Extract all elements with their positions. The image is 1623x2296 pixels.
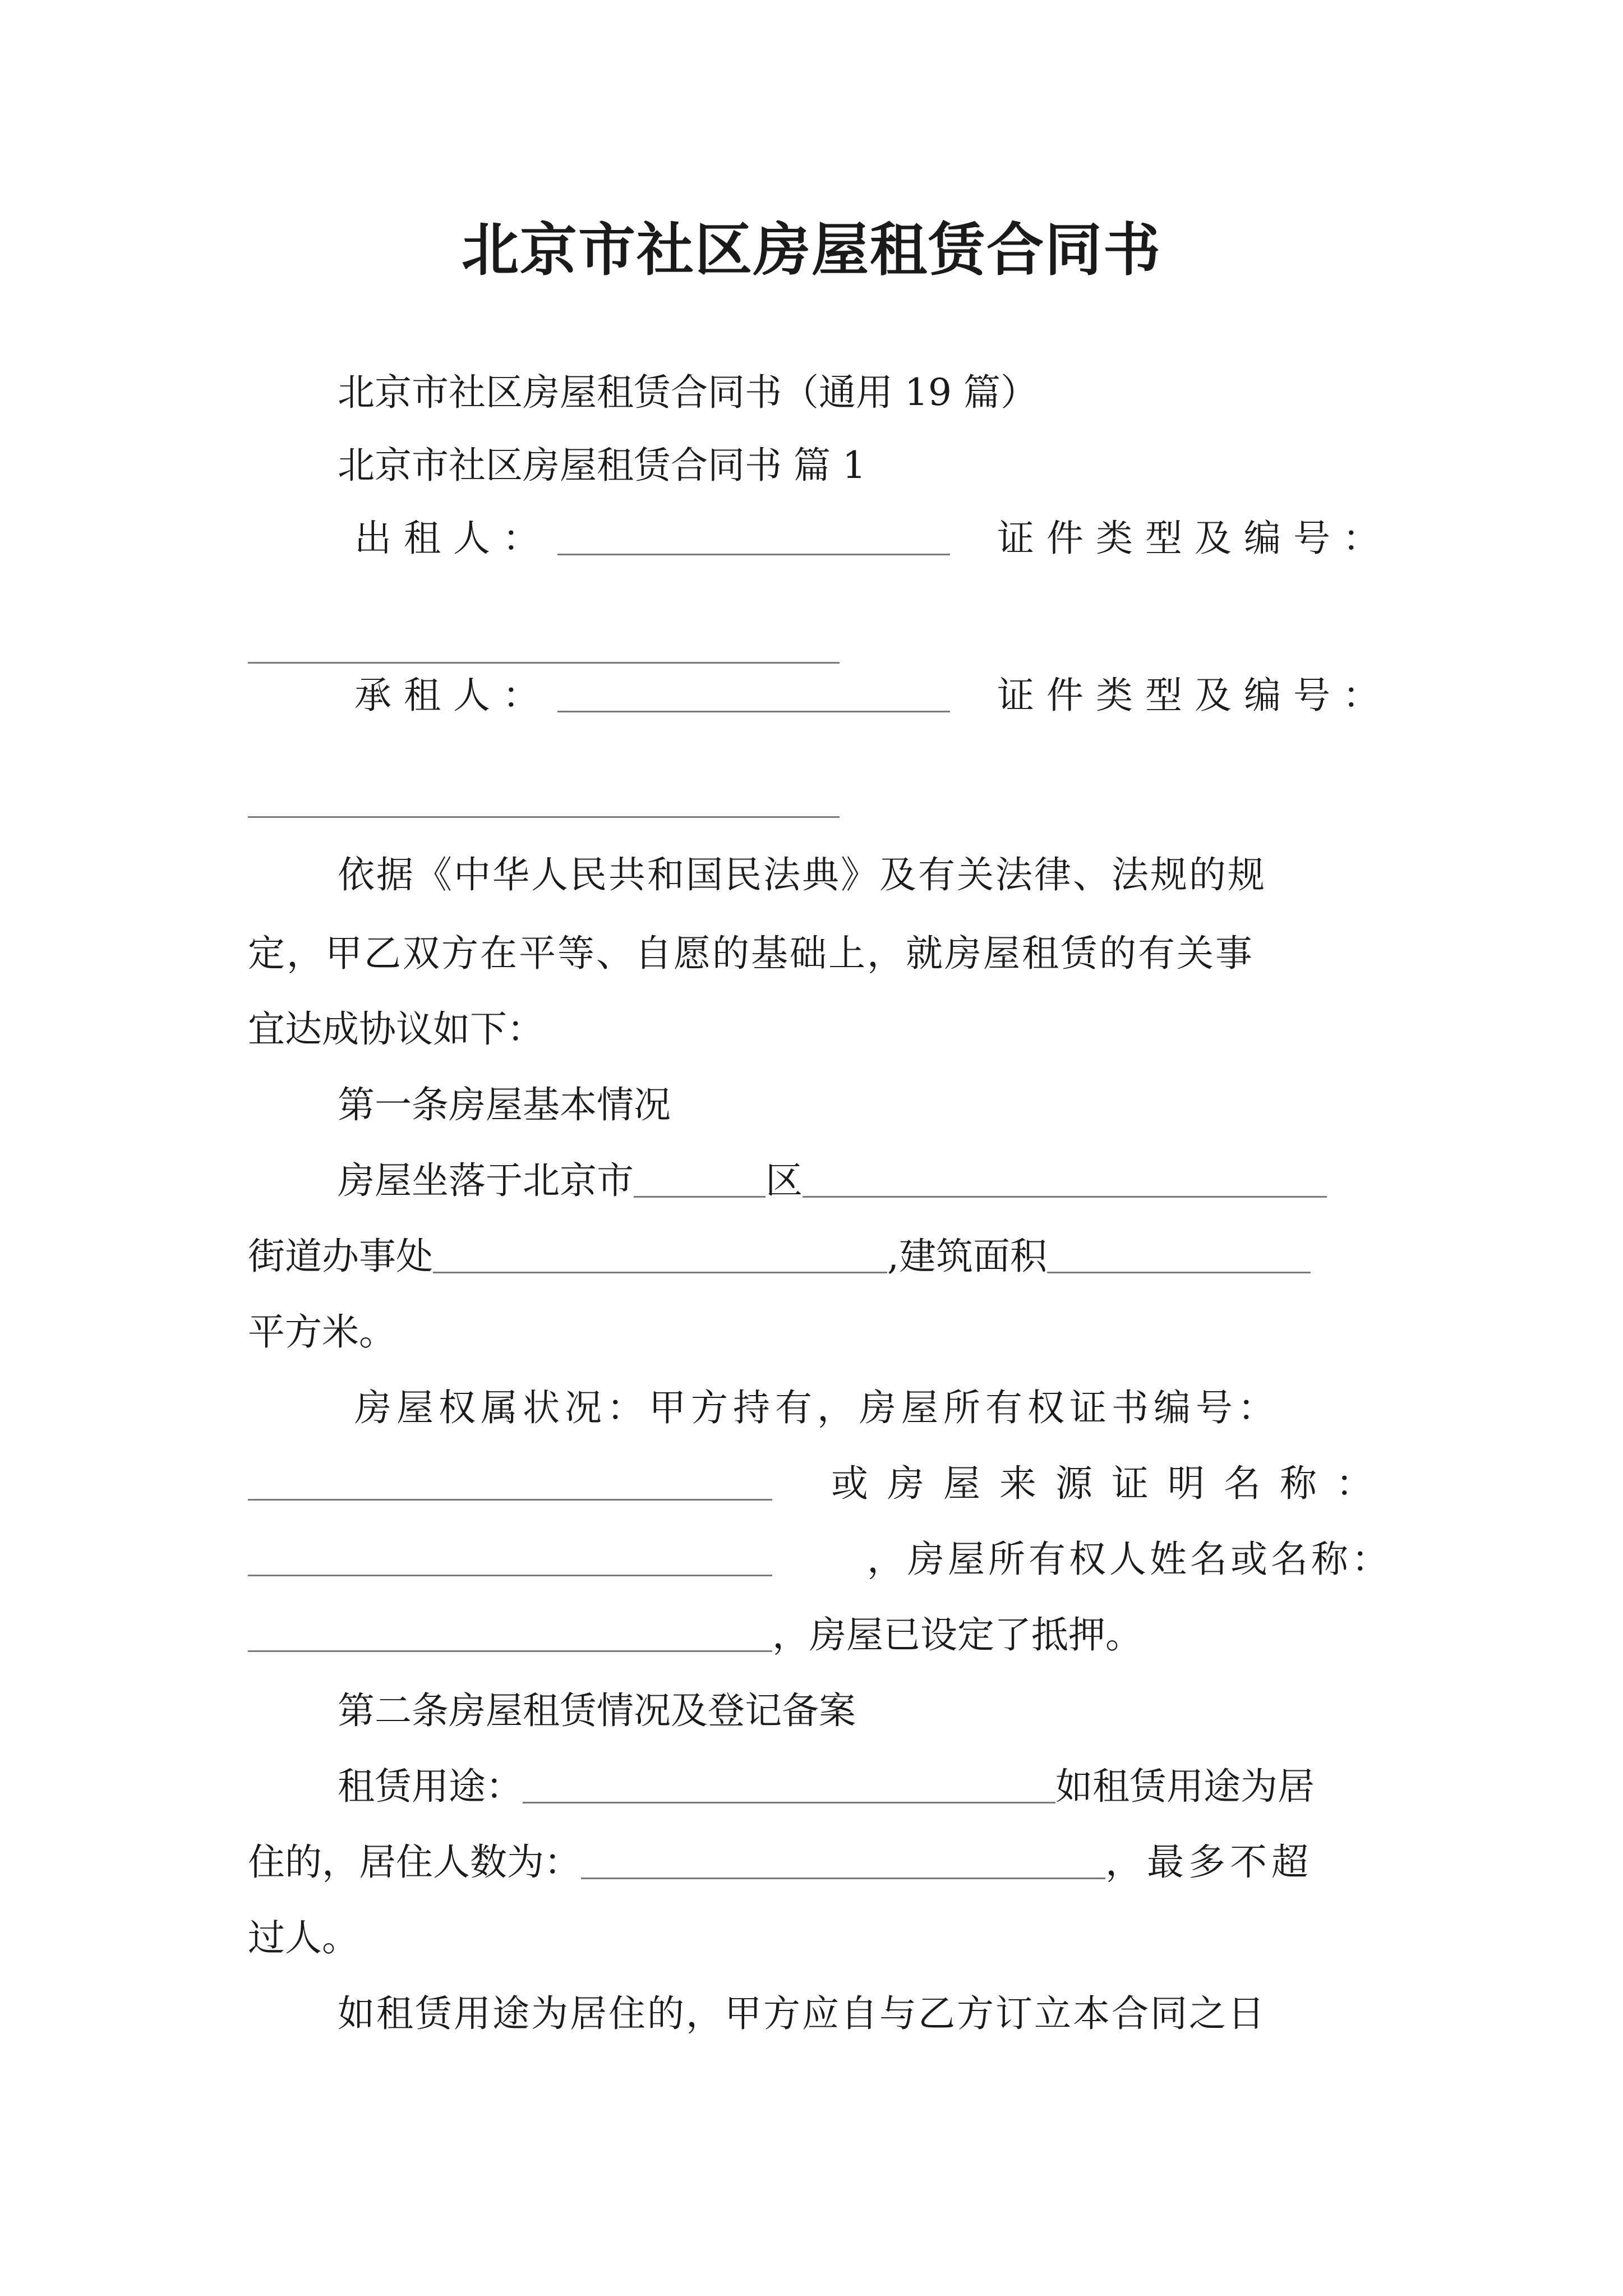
owner-name-blank[interactable] xyxy=(248,1607,772,1652)
source-row xyxy=(248,1450,1392,1517)
use-row xyxy=(248,1753,1392,1820)
location-row xyxy=(248,1147,1392,1214)
lessee-row xyxy=(248,662,1392,729)
document-subtitle: 北京市社区房屋租赁合同书（通用 19 篇） xyxy=(338,371,1038,414)
address-blank[interactable] xyxy=(803,1152,1327,1198)
source-name-blank[interactable] xyxy=(248,1531,772,1576)
area-blank[interactable] xyxy=(1047,1228,1311,1273)
source-name-label: 或房屋来源证明名称： xyxy=(831,1462,1392,1505)
lessee-name-blank[interactable] xyxy=(557,667,950,712)
street-office-blank[interactable] xyxy=(433,1228,887,1273)
lessor-label: 出租人： xyxy=(354,517,552,560)
lessor-row xyxy=(248,505,1392,572)
area-unit: 平方米。 xyxy=(248,1310,396,1354)
occupants-row xyxy=(248,1829,1392,1896)
lessor-name-blank[interactable] xyxy=(557,510,950,555)
location-prefix: 房屋坐落于北京市 xyxy=(338,1159,634,1202)
lessee-id-blank[interactable] xyxy=(248,816,840,818)
section-2-heading: 第二条房屋租赁情况及登记备案 xyxy=(338,1689,856,1732)
use-label: 租赁用途： xyxy=(338,1765,523,1808)
residential-if: 如租赁用途为居 xyxy=(1055,1765,1315,1808)
mortgage-label: ，房屋已设定了抵押。 xyxy=(772,1613,1142,1657)
lessee-id-label: 证件类型及编号： xyxy=(997,674,1392,717)
district-label: 区 xyxy=(766,1159,803,1202)
certificate-number-blank[interactable] xyxy=(248,1455,772,1501)
use-blank[interactable] xyxy=(523,1758,1055,1803)
max-end: 过人。 xyxy=(248,1916,359,1959)
occupants-label: 住的，居住人数为： xyxy=(248,1841,581,1884)
street-row xyxy=(248,1223,1392,1290)
article-heading: 北京市社区房屋租赁合同书 篇 1 xyxy=(338,444,866,487)
document-title: 北京市社区房屋租赁合同书 xyxy=(462,217,1161,284)
section-1-heading: 第一条房屋基本情况 xyxy=(338,1083,671,1126)
owner-name-label: ，房屋所有权人姓名或名称： xyxy=(867,1538,1392,1581)
max-label: ，最多不超 xyxy=(1105,1841,1313,1884)
street-office-label: 街道办事处 xyxy=(248,1235,433,1278)
area-label: ,建筑面积 xyxy=(887,1235,1047,1278)
preamble-line-1: 依据《中华人民共和国民法典》及有关法律、法规的规 xyxy=(338,853,1266,896)
preamble-line-2: 定，甲乙双方在平等、自愿的基础上，就房屋租赁的有关事 xyxy=(248,932,1254,975)
owner-row xyxy=(248,1526,1392,1593)
preamble-line-3: 宜达成协议如下： xyxy=(248,1007,544,1051)
mortgage-row xyxy=(248,1602,1392,1669)
lessor-id-label: 证件类型及编号： xyxy=(997,517,1392,560)
lessee-label: 承租人： xyxy=(354,674,552,717)
district-blank[interactable] xyxy=(634,1152,766,1198)
occupants-blank[interactable] xyxy=(581,1834,1105,1879)
ownership-status: 房屋权属状况：甲方持有，房屋所有权证书编号： xyxy=(354,1386,1280,1429)
residential-clause: 如租赁用途为居住的，甲方应自与乙方订立本合同之日 xyxy=(338,1992,1266,2035)
